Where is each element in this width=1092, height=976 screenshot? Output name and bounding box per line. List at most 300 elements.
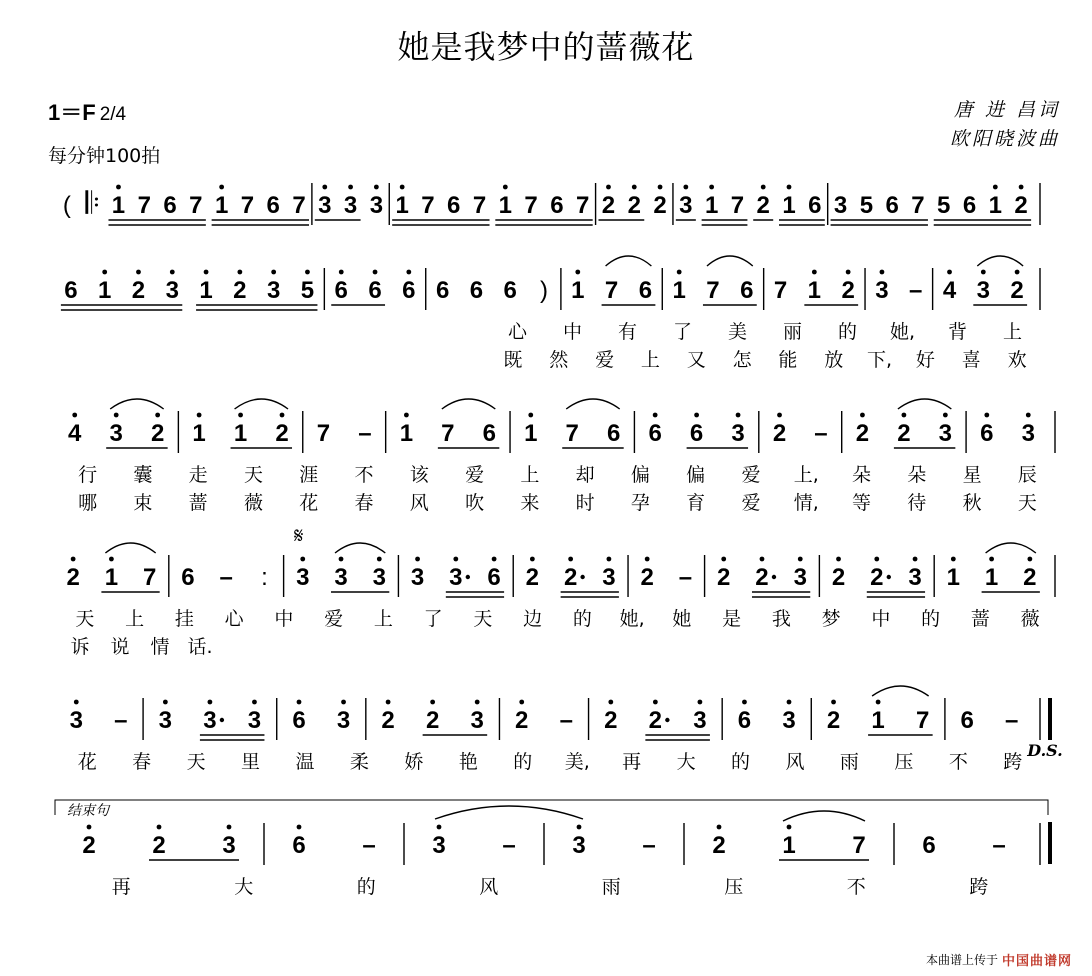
lyric-syllable: 再 bbox=[622, 751, 642, 773]
lyric-syllable: 却 bbox=[575, 464, 595, 486]
lyric-syllable: 她, bbox=[619, 608, 645, 630]
lyric-syllable: 偏 bbox=[686, 464, 706, 486]
high-octave-dot bbox=[760, 557, 765, 562]
lyric-syllable: 的 bbox=[572, 608, 592, 630]
note: 2 bbox=[897, 420, 911, 447]
note: 3 bbox=[976, 277, 990, 304]
slur-arc bbox=[872, 686, 929, 696]
high-octave-dot bbox=[204, 270, 209, 275]
note: 3 bbox=[410, 564, 425, 591]
note: 2 bbox=[870, 564, 884, 591]
high-octave-dot bbox=[157, 825, 162, 830]
note: 3 bbox=[432, 832, 446, 859]
high-octave-dot bbox=[653, 413, 658, 418]
slur-arc bbox=[442, 399, 495, 409]
lyric-syllable: 的 bbox=[356, 876, 376, 898]
note: 2 bbox=[82, 832, 96, 859]
high-octave-dot bbox=[709, 185, 714, 190]
note: 1 bbox=[571, 277, 585, 304]
note: 2 bbox=[66, 564, 80, 591]
note: 3 bbox=[938, 420, 953, 447]
lyric-syllable: 育 bbox=[686, 492, 706, 514]
lyric-syllable: 上 bbox=[520, 464, 540, 486]
note: 3 bbox=[318, 192, 332, 219]
note: 2 bbox=[1023, 564, 1037, 591]
lyric-syllable: 薇 bbox=[1020, 608, 1040, 630]
lyric-syllable: 上 bbox=[640, 349, 660, 371]
lyric-syllable: 天 bbox=[75, 608, 95, 630]
lyric-syllable: 天 bbox=[473, 608, 493, 630]
lyric-syllable: 偏 bbox=[630, 464, 650, 486]
high-octave-dot bbox=[901, 413, 906, 418]
site-logo: 中国曲谱网 bbox=[1001, 954, 1072, 969]
lyric-syllable: 上, bbox=[793, 464, 819, 486]
note: 1 bbox=[984, 564, 999, 591]
lyric-syllable: 丽 bbox=[782, 321, 803, 343]
note: 6 bbox=[885, 192, 899, 219]
lyric-syllable: 爱 bbox=[324, 608, 344, 630]
lyric-syllable: 情, bbox=[793, 492, 819, 514]
note: 1 bbox=[988, 192, 1002, 219]
lyric-syllable: 等 bbox=[852, 492, 872, 514]
note: 7 bbox=[565, 420, 579, 447]
high-octave-dot bbox=[721, 557, 726, 562]
note: 2 bbox=[855, 420, 870, 447]
lyric-syllable: 话. bbox=[187, 636, 213, 658]
note: 1 bbox=[782, 832, 796, 859]
high-octave-dot bbox=[742, 700, 747, 705]
note: 2 bbox=[515, 707, 529, 734]
note: 7 bbox=[730, 192, 745, 219]
lyric-syllable: 心 bbox=[507, 321, 528, 343]
high-octave-dot bbox=[386, 700, 391, 705]
high-octave-dot bbox=[322, 185, 327, 190]
note: 2 bbox=[601, 192, 616, 219]
note: 3 bbox=[343, 192, 358, 219]
high-octave-dot bbox=[377, 557, 382, 562]
note: 4 bbox=[68, 420, 82, 447]
high-octave-dot bbox=[155, 413, 160, 418]
lyric-syllable: 有 bbox=[617, 321, 638, 343]
high-octave-dot bbox=[981, 270, 986, 275]
note: 7 bbox=[773, 277, 788, 304]
note: 6 bbox=[402, 277, 416, 304]
note: 1 bbox=[199, 277, 213, 304]
high-octave-dot bbox=[1027, 557, 1032, 562]
high-octave-dot bbox=[237, 270, 242, 275]
high-octave-dot bbox=[880, 270, 885, 275]
song-title: 她是我梦中的蔷薇花 bbox=[397, 28, 695, 66]
dash-mark: – bbox=[642, 832, 656, 859]
note: 6 bbox=[922, 832, 936, 859]
slur-arc bbox=[335, 543, 385, 553]
lyric-syllable: 好 bbox=[915, 349, 935, 371]
note: 6 bbox=[292, 832, 306, 859]
composer: 欧阳晓波曲 bbox=[949, 128, 1060, 150]
high-octave-dot bbox=[415, 557, 420, 562]
lyric-syllable: 怎 bbox=[732, 349, 752, 371]
note: 6 bbox=[740, 277, 754, 304]
high-octave-dot bbox=[528, 413, 533, 418]
lyric-syllable: 天 bbox=[186, 751, 206, 773]
note: 3 bbox=[833, 192, 848, 219]
note: 3 bbox=[369, 192, 384, 219]
high-octave-dot bbox=[437, 825, 442, 830]
dash-mark: – bbox=[678, 564, 693, 591]
note: 2 bbox=[756, 192, 770, 219]
dash-mark: – bbox=[559, 707, 573, 734]
note: 6 bbox=[266, 192, 280, 219]
note: 1 bbox=[233, 420, 248, 447]
high-octave-dot bbox=[219, 185, 224, 190]
time-signature: 2/4 bbox=[99, 104, 127, 125]
lyric-syllable: 她, bbox=[889, 321, 916, 343]
high-octave-dot bbox=[170, 270, 175, 275]
high-octave-dot bbox=[1015, 270, 1020, 275]
duration-dot bbox=[665, 718, 669, 722]
high-octave-dot bbox=[341, 700, 346, 705]
lyric-syllable: 再 bbox=[111, 876, 131, 898]
high-octave-dot bbox=[339, 270, 344, 275]
note: 7 bbox=[915, 707, 930, 734]
note: 7 bbox=[472, 192, 487, 219]
high-octave-dot bbox=[632, 185, 637, 190]
coda-label: 结束句 bbox=[67, 802, 109, 818]
note: 2 bbox=[640, 564, 654, 591]
note: 1 bbox=[807, 277, 822, 304]
lyric-syllable: 爱 bbox=[465, 464, 485, 486]
note: 7 bbox=[604, 277, 619, 304]
note: 2 bbox=[150, 420, 165, 447]
lyric-syllable: 花 bbox=[77, 751, 97, 773]
note: 3 bbox=[470, 707, 484, 734]
lyric-syllable: 上 bbox=[125, 608, 145, 630]
lyric-syllable: 待 bbox=[907, 492, 927, 514]
lyric-syllable: 来 bbox=[520, 492, 540, 514]
note: 3 bbox=[109, 420, 123, 447]
note: 3 bbox=[222, 832, 236, 859]
note: 2 bbox=[627, 192, 641, 219]
slur-arc bbox=[898, 399, 951, 409]
lyric-syllable: 放 bbox=[824, 349, 844, 371]
high-octave-dot bbox=[606, 185, 611, 190]
slur-arc bbox=[110, 399, 163, 409]
high-octave-dot bbox=[348, 185, 353, 190]
slur-arc bbox=[606, 256, 652, 266]
note: 2 bbox=[233, 277, 247, 304]
note: 2 bbox=[648, 707, 663, 734]
high-octave-dot bbox=[300, 557, 305, 562]
high-octave-dot bbox=[874, 557, 879, 562]
lyric-syllable: 的 bbox=[837, 321, 858, 343]
high-octave-dot bbox=[645, 557, 650, 562]
note: 6 bbox=[292, 707, 306, 734]
high-octave-dot bbox=[761, 185, 766, 190]
slur-arc bbox=[707, 256, 753, 266]
lyric-syllable: 的 bbox=[731, 751, 751, 773]
note: 6 bbox=[64, 277, 78, 304]
note: 3 bbox=[165, 277, 179, 304]
tie-arc bbox=[435, 806, 583, 819]
repeat-sign: : bbox=[261, 564, 268, 591]
note: 7 bbox=[137, 192, 151, 219]
duration-dot bbox=[220, 718, 224, 722]
high-octave-dot bbox=[831, 700, 836, 705]
note: 7 bbox=[852, 832, 866, 859]
high-octave-dot bbox=[984, 413, 989, 418]
high-octave-dot bbox=[1019, 185, 1024, 190]
high-octave-dot bbox=[989, 557, 994, 562]
lyric-syllable: 朵 bbox=[852, 464, 872, 486]
note: 2 bbox=[275, 420, 289, 447]
high-octave-dot bbox=[607, 557, 612, 562]
note: 1 bbox=[498, 192, 512, 219]
note: 2 bbox=[525, 564, 540, 591]
repeat-sign: 𝄆 bbox=[85, 187, 100, 220]
lyric-syllable: 艳 bbox=[458, 751, 478, 773]
lyric-syllable: 束 bbox=[133, 492, 153, 514]
lyric-syllable: 的 bbox=[921, 608, 941, 630]
note: 3 bbox=[782, 707, 796, 734]
high-octave-dot bbox=[653, 700, 658, 705]
high-octave-dot bbox=[305, 270, 310, 275]
high-octave-dot bbox=[453, 557, 458, 562]
high-octave-dot bbox=[430, 700, 435, 705]
lyric-syllable: 心 bbox=[224, 608, 244, 630]
lyric-syllable: 中 bbox=[562, 321, 583, 343]
high-octave-dot bbox=[71, 557, 76, 562]
dash-mark: – bbox=[814, 420, 828, 447]
lyric-syllable: 又 bbox=[686, 349, 706, 371]
high-octave-dot bbox=[406, 270, 411, 275]
note: 2 bbox=[425, 707, 440, 734]
lyric-syllable: 春 bbox=[354, 492, 374, 514]
high-octave-dot bbox=[677, 270, 682, 275]
lyricist: 唐 进 昌词 bbox=[953, 99, 1060, 121]
note: 2 bbox=[1010, 277, 1024, 304]
note: 1 bbox=[704, 192, 719, 219]
tempo-marking: 每分钟100拍 bbox=[48, 145, 161, 167]
note: 3 bbox=[69, 707, 83, 734]
high-octave-dot bbox=[400, 185, 405, 190]
lyric-syllable: 花 bbox=[299, 492, 319, 514]
note: 1 bbox=[98, 277, 112, 304]
lyric-syllable: 温 bbox=[295, 751, 315, 773]
upload-text: 本曲谱上传于 bbox=[925, 953, 998, 967]
high-octave-dot bbox=[136, 270, 141, 275]
duration-dot bbox=[466, 575, 470, 579]
lyric-syllable: 不 bbox=[354, 464, 374, 486]
lyric-syllable: 朵 bbox=[907, 464, 927, 486]
lyric-syllable: 边 bbox=[523, 608, 543, 630]
high-octave-dot bbox=[943, 413, 948, 418]
note: 2 bbox=[381, 707, 395, 734]
note: 6 bbox=[447, 192, 461, 219]
high-octave-dot bbox=[404, 413, 409, 418]
high-octave-dot bbox=[787, 185, 792, 190]
note: 1 bbox=[524, 420, 538, 447]
lyric-syllable: 说 bbox=[110, 636, 130, 658]
high-octave-dot bbox=[683, 185, 688, 190]
lyric-syllable: 走 bbox=[188, 464, 208, 486]
note: 6 bbox=[181, 564, 195, 591]
high-octave-dot bbox=[787, 700, 792, 705]
note: 5 bbox=[859, 192, 874, 219]
note: 3 bbox=[1021, 420, 1035, 447]
note: 3 bbox=[875, 277, 889, 304]
note: 2 bbox=[152, 832, 166, 859]
dash-mark: – bbox=[362, 832, 376, 859]
note: 6 bbox=[980, 420, 994, 447]
note: 1 bbox=[399, 420, 414, 447]
high-octave-dot bbox=[812, 270, 817, 275]
lyric-syllable: 挂 bbox=[174, 608, 194, 630]
note: 2 bbox=[717, 564, 731, 591]
slur-arc bbox=[566, 399, 619, 409]
note: 2 bbox=[831, 564, 846, 591]
lyric-syllable: 大 bbox=[234, 876, 254, 898]
high-octave-dot bbox=[575, 270, 580, 275]
high-octave-dot bbox=[227, 825, 232, 830]
lyric-syllable: 辰 bbox=[1017, 464, 1037, 486]
note: 6 bbox=[368, 277, 382, 304]
lyric-syllable: 压 bbox=[894, 751, 914, 773]
lyric-syllable: 中 bbox=[274, 608, 294, 630]
note: 3 bbox=[334, 564, 348, 591]
lyric-syllable: 美, bbox=[564, 751, 590, 773]
lyric-syllable: 柔 bbox=[349, 751, 369, 773]
note: 3 bbox=[266, 277, 281, 304]
duration-dot bbox=[772, 575, 776, 579]
lyric-syllable: 星 bbox=[962, 464, 982, 486]
note: 6 bbox=[689, 420, 704, 447]
lyric-syllable: 爱 bbox=[595, 349, 615, 371]
lyric-syllable: 不 bbox=[948, 751, 968, 773]
ds-mark: D.S. bbox=[1027, 741, 1063, 760]
note: 7 bbox=[576, 192, 590, 219]
note: 3 bbox=[449, 564, 463, 591]
lyric-syllable: 梦 bbox=[821, 608, 841, 630]
note: 2 bbox=[772, 420, 787, 447]
lyric-syllable: 喜 bbox=[961, 349, 981, 371]
note: 2 bbox=[604, 707, 618, 734]
note: 7 bbox=[316, 420, 331, 447]
lyric-syllable: 吹 bbox=[465, 492, 485, 514]
high-octave-dot bbox=[1026, 413, 1031, 418]
lyric-syllable: 中 bbox=[871, 608, 891, 630]
note: 1 bbox=[104, 564, 119, 591]
note: 6 bbox=[487, 564, 501, 591]
high-octave-dot bbox=[608, 700, 613, 705]
note: 1 bbox=[946, 564, 961, 591]
high-octave-dot bbox=[208, 700, 213, 705]
note: 6 bbox=[648, 420, 662, 447]
note: 7 bbox=[441, 420, 455, 447]
lyric-syllable: 我 bbox=[771, 608, 791, 630]
lyric-syllable: 大 bbox=[676, 751, 696, 773]
duration-dot bbox=[580, 575, 584, 579]
dash-mark: – bbox=[502, 832, 516, 859]
lyric-syllable: 囊 bbox=[133, 464, 153, 486]
lyric-syllable: 她 bbox=[672, 608, 692, 630]
note: 6 bbox=[482, 420, 496, 447]
high-octave-dot bbox=[846, 270, 851, 275]
high-octave-dot bbox=[114, 413, 119, 418]
note: 3 bbox=[372, 564, 386, 591]
lyric-syllable: 情 bbox=[150, 636, 170, 658]
high-octave-dot bbox=[339, 557, 344, 562]
lyric-syllable: 能 bbox=[778, 349, 798, 371]
high-octave-dot bbox=[698, 700, 703, 705]
high-octave-dot bbox=[373, 270, 378, 275]
note: 3 bbox=[572, 832, 586, 859]
note: 6 bbox=[638, 277, 653, 304]
note: 1 bbox=[111, 192, 126, 219]
note: 6 bbox=[334, 277, 348, 304]
lyric-syllable: 下, bbox=[867, 349, 893, 371]
dash-mark: – bbox=[114, 707, 128, 734]
note: 2 bbox=[563, 564, 578, 591]
note: 2 bbox=[712, 832, 726, 859]
high-octave-dot bbox=[503, 185, 508, 190]
high-octave-dot bbox=[951, 557, 956, 562]
high-octave-dot bbox=[374, 185, 379, 190]
note: 6 bbox=[550, 192, 564, 219]
note: 6 bbox=[808, 192, 822, 219]
lyric-syllable: 天 bbox=[1017, 492, 1037, 514]
high-octave-dot bbox=[102, 270, 107, 275]
note: 7 bbox=[240, 192, 255, 219]
high-octave-dot bbox=[913, 557, 918, 562]
high-octave-dot bbox=[568, 557, 573, 562]
dash-mark: – bbox=[219, 564, 233, 591]
lyric-syllable: 涯 bbox=[299, 464, 319, 486]
note: 7 bbox=[292, 192, 306, 219]
lyric-syllable: 蔷 bbox=[970, 608, 990, 630]
note: 7 bbox=[142, 564, 157, 591]
note: 3 bbox=[336, 707, 351, 734]
dash-mark: – bbox=[992, 832, 1006, 859]
high-octave-dot bbox=[87, 825, 92, 830]
note: 3 bbox=[203, 707, 217, 734]
note: 2 bbox=[131, 277, 146, 304]
slur-arc bbox=[783, 811, 865, 821]
note: 7 bbox=[524, 192, 538, 219]
high-octave-dot bbox=[993, 185, 998, 190]
lyric-syllable: 风 bbox=[409, 492, 429, 514]
lyric-syllable: 跨 bbox=[969, 876, 989, 898]
key-label: 1＝F bbox=[48, 100, 96, 125]
footer bbox=[926, 950, 1072, 969]
note: 7 bbox=[189, 192, 203, 219]
high-octave-dot bbox=[475, 700, 480, 705]
lyric-syllable: 哪 bbox=[78, 492, 98, 514]
lyric-syllable: 既 bbox=[503, 349, 523, 371]
slur-arc bbox=[977, 256, 1023, 266]
high-octave-dot bbox=[163, 700, 168, 705]
note: 6 bbox=[469, 277, 484, 304]
coda-bracket bbox=[55, 800, 1048, 815]
note: 3 bbox=[793, 564, 807, 591]
note: 2 bbox=[1014, 192, 1028, 219]
repeat-sign: ( bbox=[62, 192, 71, 219]
high-octave-dot bbox=[860, 413, 865, 418]
high-octave-dot bbox=[777, 413, 782, 418]
note: 3 bbox=[679, 192, 693, 219]
lyric-syllable: 风 bbox=[785, 751, 805, 773]
lyric-syllable: 是 bbox=[722, 608, 742, 630]
note: 1 bbox=[214, 192, 229, 219]
